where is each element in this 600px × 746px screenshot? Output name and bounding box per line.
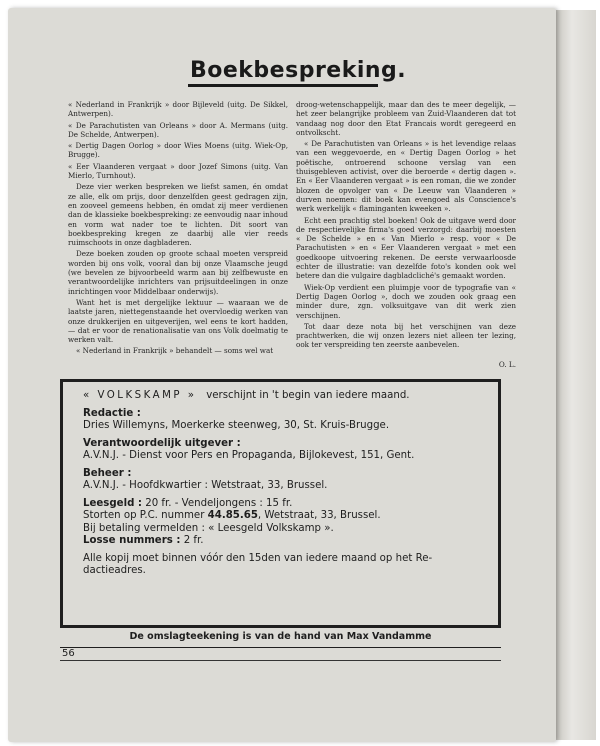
article-paragraph: Deze boeken zouden op groote schaal moeten verspreid worden bij ons volk, vooral dan bij onze Vlaamsche jeugd (we bevelen ze bijvoorbeeld warm aan bij zelfbewuste en verantwoordelijke inrichters van prijsuitdeelingen in onze inrichtingen voor Middelbaar onderwijs). xyxy=(68,249,288,296)
title-underline xyxy=(188,84,378,87)
magazine-name: « VOLKSKAMP » xyxy=(83,390,197,401)
kopij-line-2: dactieadres. xyxy=(83,565,146,576)
article-paragraph: Deze vier werken bespreken we liefst samen, én omdat ze alle, elk om prijs, door denzelfden geest gedragen zijn, en zooveel gemeens hebben, én omdat zij meer verdienen dan de klassieke boekbespreking: ze eenvoudig naar inhoud en vorm wat nader toe te lichten. Dit soort van boekbespreking kregen ze daarbij alle vier reeds ruimschoots in onze dagbladeren. xyxy=(68,182,288,248)
article-right-column xyxy=(296,100,516,371)
colophon-magazine-line xyxy=(83,390,488,403)
beheer-label: Beheer : xyxy=(83,467,132,479)
redactie-value: Dries Willemyns, Moerkerke steenweg, 30, St. Kruis-Brugge. xyxy=(83,420,390,431)
page-number: 56 xyxy=(62,648,75,659)
losse-label: Losse nummers : xyxy=(83,535,181,546)
article-paragraph: droog-wetenschappelijk, maar dan des te meer degelijk, — het zeer belangrijke probleem van Zuid-Vlaanderen dat tot vandaag nog door den Etat Francais wordt geregeerd en ontvolkscht. xyxy=(296,100,516,137)
leesgeld-line xyxy=(83,498,488,511)
redactie-label: Redactie : xyxy=(83,407,141,419)
footer-rule xyxy=(60,660,501,661)
storten-suffix: , Wetstraat, 33, Brussel. xyxy=(257,510,381,521)
book-reference: « De Parachutisten van Orleans » door A. Mermans (uitg. De Schelde, Antwerpen). xyxy=(68,120,288,139)
storten-prefix: Storten op P.C. nummer xyxy=(83,510,205,521)
kopij-line-1: Alle kopij moet binnen vóór den 15den van iedere maand op het Re- xyxy=(83,552,433,564)
book-reference: « Eer Vlaanderen vergaat » door Jozef Simons (uitg. Van Mierlo, Turnhout). xyxy=(68,161,288,181)
article-paragraph: « De Parachutisten van Orleans » is het levendige relaas van een weggevoerde, en « Dertig Dagen Oorlog » het poëtische, ontroerend schoone verslag van een thuisgebleven activist, over die beroerde « dertig dagen ». En « Eer Vlaanderen vergaat » is een roman, die we zonder blozen de opvolger van « De Leeuw van Vlaanderen » durven noemen: dit boek kan evengoed als Conscience's werk werkelijk « flaminganten kweeken ». xyxy=(296,139,516,214)
article-paragraph: Want het is met dergelijke lektuur — waaraan we de laatste jaren, niettegenstaande het overvloedig werken van onze drukkerijen en uitgeverijen, wel eens te kort hadden, — dat er voor de renationalisatie van ons Volk doelmatig te werken valt. xyxy=(68,297,288,345)
book-reference: « Nederland in Frankrijk » door Bijleveld (uitg. De Sikkel, Antwerpen). xyxy=(68,100,288,119)
magazine-frequency: verschijnt in 't begin van iedere maand. xyxy=(206,390,410,401)
article-paragraph: Echt een prachtig stel boeken! Ook de uitgave werd door de respectievelijke firma's goed verzorgd: daarbij moesten « De Schelde » en « Van Mierlo » resp. voor « De Parachutisten » en « Eer Vlaanderen vergaat » met een goedkoope uitvoering rekenen. De eerste verwaarloosde echter de illustratie: van dezelfde foto's konden ook wel betere dan die vulgaire dagbladcliché's gemaakt worden. xyxy=(296,215,516,281)
leesgeld-label: Leesgeld : xyxy=(83,497,142,509)
author-signature: O. L. xyxy=(498,359,516,369)
cover-credit: De omslagteekening is van de hand van Max Vandamme xyxy=(60,626,501,648)
uitgever-label: Verantwoordelijk uitgever : xyxy=(83,437,241,449)
beheer-value: A.V.N.J. - Hoofdkwartier : Wetstraat, 33, Brussel. xyxy=(83,480,328,491)
losse-line xyxy=(83,535,488,548)
article-left-column xyxy=(68,100,288,358)
postcheck-number: 44.85.65 xyxy=(207,510,258,521)
leesgeld-value: 20 fr. - Vendeljongens : 15 fr. xyxy=(145,497,293,509)
storten-line xyxy=(83,510,488,523)
article-paragraph: Wiek-Op verdient een pluimpje voor de typografie van « Dertig Dagen Oorlog », doch we zouden ook graag een minder dure, zgn. volksuitgave van dit werk zien verschijnen. xyxy=(296,282,516,320)
betaling-line: Bij betaling vermelden : « Leesgeld Volkskamp ». xyxy=(83,522,334,534)
article-paragraph: Tot daar deze nota bij het verschijnen van deze prachtwerken, die wij onzen lezers niet alleen ter lezing, ook ter verspreiding ten zeerste aanbevelen. xyxy=(296,321,516,350)
next-page-edge xyxy=(556,10,596,740)
page-title: Boekbespreking. xyxy=(190,58,407,83)
losse-value: 2 fr. xyxy=(183,535,204,546)
uitgever-value: A.V.N.J. - Dienst voor Pers en Propaganda, Bijlokevest, 151, Gent. xyxy=(83,450,415,461)
colophon-box xyxy=(60,379,501,628)
book-reference: « Dertig Dagen Oorlog » door Wies Moens (uitg. Wiek-Op, Brugge). xyxy=(68,141,288,160)
article-paragraph: « Nederland in Frankrijk » behandelt — soms wel wat xyxy=(76,346,274,356)
